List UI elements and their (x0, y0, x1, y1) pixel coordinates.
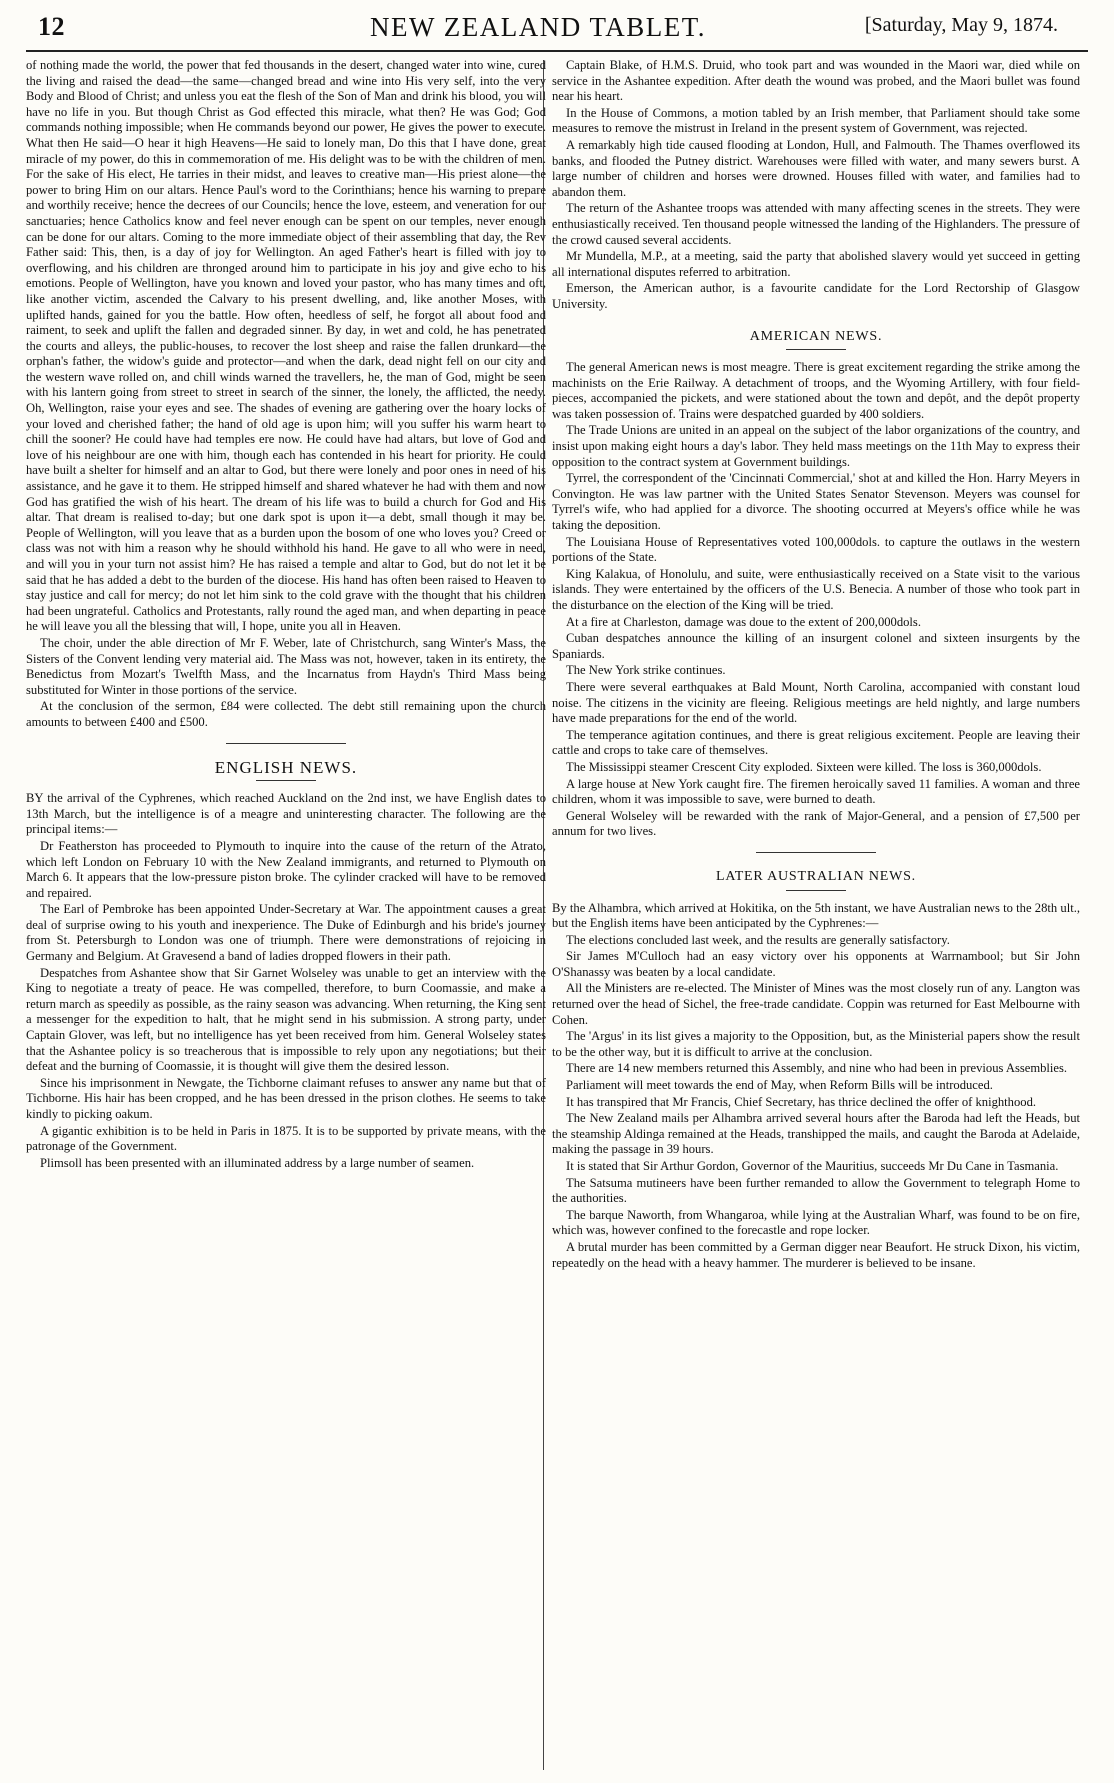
section-rule (226, 743, 346, 744)
article-paragraph: The barque Naworth, from Whangaroa, while lying at the Australian Wharf, was found to be on fire, which was, however confined to the forecastle and rope locker. (552, 1207, 1080, 1238)
article-paragraph: Since his imprisonment in Newgate, the Tichborne claimant refuses to answer any name but that of Tichborne. His hair has been cropped, and he has been dressed in the prison clothes. He seems to take kindly to picking oakum. (26, 1075, 546, 1121)
heading-rule (786, 349, 846, 350)
article-paragraph: The New York strike continues. (566, 663, 726, 678)
article-paragraph: A gigantic exhibition is to be held in Paris in 1875. It is to be supported by private means, with the patronage of the Government. (26, 1123, 546, 1154)
article-paragraph: King Kalakua, of Honolulu, and suite, were enthusiastically received on a State visit to the various islands. They were entertained by the officers of the U.S. Benecia. A number of those who took part in the disturbance on the election of the King will be tried. (552, 566, 1080, 612)
article-paragraph: By the Alhambra, which arrived at Hokitika, on the 5th instant, we have Australian news to the 28th ult., but the English items have been anticipated by the Cyphrenes:— (552, 900, 1080, 931)
article-paragraph: The elections concluded last week, and the results are generally satisfactory. (566, 932, 950, 947)
article-paragraph: The Mississippi steamer Crescent City exploded. Sixteen were killed. The loss is 360,000dols. (566, 759, 1042, 774)
article-paragraph: The Satsuma mutineers have been further remanded to allow the Government to telegraph Home to the authorities. (552, 1175, 1080, 1206)
article-paragraph: Tyrrel, the correspondent of the 'Cincinnati Commercial,' shot at and killed the Hon. Harry Meyers in Convington. He was law partner with the United States Senator Stevenson. Meyers was counsel for Tyrrel's wife, who had applied for a divorce. The shooting occurred at Meyers's office while he was taking the deposition. (552, 471, 1080, 533)
heading-rule (256, 780, 316, 781)
article-paragraph: The Trade Unions are united in an appeal on the subject of the labor organizations of the country, and insist upon making eight hours a day's labor. They held mass meetings on the 11th May to express their opposition to the contract system at Government buildings. (552, 423, 1080, 469)
american-news-body (552, 360, 1080, 840)
article-paragraph: The return of the Ashantee troops was attended with many affecting scenes in the streets. They were enthusiastically received. Ten thousand people witnessed the landing of the Highlanders. The pressure of the crowd caused several accidents. (552, 201, 1080, 247)
article-paragraph: The general American news is most meagre. There is great excitement regarding the strike among the machinists on the Erie Railway. A detachment of troops, and the Wyoming Artillery, with four field-pieces, accompanied the pickets, and were stationed about the town and depôt, and the depôt property was taken possession of. Trains were despatched guarded by 400 soldiers. (552, 360, 1080, 421)
article-paragraph: Emerson, the American author, is a favourite candidate for the Lord Rectorship of Glasgow University. (552, 281, 1080, 311)
article-paragraph: Despatches from Ashantee show that Sir Garnet Wolseley was unable to get an interview with the King to negotiate a treaty of peace. He was compelled, therefore, to burn Coomassie, and make a return march as speedily as possible, as the rainy season was advancing. When returning, the King sent a messenger for the expedition to halt, that he might send in his submission. A strong party, under Captain Glover, was left, but no intelligence has yet been received from him. General Wolseley states that the Ashantee policy is so treacherous that is impossible to rely upon any negotiations; but their defeat and the burning of Coomassie, it is thought will give them the desired lesson. (26, 965, 546, 1074)
australian-news-body (552, 901, 1080, 1272)
article-paragraph: It is stated that Sir Arthur Gordon, Governor of the Mauritius, succeeds Mr Du Cane in Tasmania. (566, 1159, 1059, 1173)
article-paragraph: Plimsoll has been presented with an illuminated address by a large number of seamen. (40, 1155, 475, 1170)
article-paragraph: At the conclusion of the sermon, £84 were collected. The debt still remaining upon the church amounts to between £400 and £500. (26, 699, 546, 729)
english-news-header (26, 757, 546, 782)
article-paragraph: Cuban despatches announce the killing of an insurgent colonel and sixteen insurgents by the Spaniards. (552, 631, 1080, 661)
section-heading-australian-news: LATER AUSTRALIAN NEWS. (716, 868, 916, 884)
section-heading-american-news: AMERICAN NEWS. (749, 328, 883, 344)
right-column (552, 58, 1080, 1272)
australian-news-header (552, 869, 1080, 891)
section-rule (756, 852, 876, 853)
section-heading-english-news: ENGLISH NEWS. (214, 757, 358, 777)
masthead-rule (26, 50, 1088, 52)
left-column (26, 58, 546, 1172)
page-number: 12 (38, 12, 65, 41)
article-paragraph: The Louisiana House of Representatives voted 100,000dols. to capture the outlaws in the western portions of the State. (552, 534, 1080, 565)
article-paragraph: of nothing made the world, the power that fed thousands in the desert, changed water into wine, cured the living and raised the dead—the same—changed bread and wine into His very self, into the very Body and Blood of Christ; and unless you eat the flesh of the Son of Man and drink his blood, you will have no life in you. But though Christ as God effected this miracle, what then? He was God; God commands nothing impossible; when He commands beyond our power, He gives the power to execute. What then He said—O hear it high Heavens—He said to lonely man, Do this that I have done, great miracle of my power, do this in commemoration of me. His delight was to be with the children of men. For the sake of His elect, He tarries in their midst, and leaves to creative man—His priest alone—the power to bring Him on our altars. Hence Paul's word to the Corinthians; hence his warning to prepare and worthily receive; hence the decrees of our Councils; hence the love, esteem, and veneration for our sanctuaries; hence Catholics know and feel never enough can be spent on our temples, never enough can be done for our altars. Coming to the more immediate object of their assembling that day, the Rev Father said: This, then, is a day of joy for Wellington. An aged Father's heart is filled with joy to overflowing, and his children are thronged around him to participate in his joy and give echo to his emotions. People of Wellington, have you known and loved your pastor, who has many times and oft, like another victim, ascended the Calvary to his present dwelling, and, like another Moses, with uplifted hands, gained for you the battle. How often, heedless of self, he forgot all about food and raiment, to seek and uplift the fallen and degraded sinner. By day, in wet and cold, he has penetrated the courts and alleys, the public-houses, to recover the lost sheep and raise the fallen drunkard—the orphan's father, the widow's guide and protector—and when the dark, dead night fell on our city and the western wave rolled on, and chill winds warned the travellers, he, the man of God, might be seen with his lantern going from street to street in search of the sinner, the lonely, the afflicted, the needy. Oh, Wellington, raise your eyes and see. The shades of evening are gathering over the hoary locks of your loved and cherished father; the hand of old age is upon him; will you suffer his warm heart to chill the sooner? He could have had temples ere now. He could have had altars, but love of God and love of his neighbour are one with him, though each has contended in his heart for priority. He could have built a shelter for himself and an altar to God, but there were lonely and poor ones in need of his assistance, and he gave it to them. He stripped himself and shared whatever he had with them and now God has gratified the wish of his heart. The dream of his life was to build a church for God and His altar. That dream is realised to-day; but one dark spot is upon it—a debt, small though it may be. People of Wellington, will you leave that as a burden upon the bosom of one who loves you? Creed or class was not with him a reason why he should withhold his hand. He gave to all who were in need, and will you in your turn not assist him? He has raised a temple and altar to God, but do not let it be said that he has added a debt to the burden of the diocese. His hand has often been raised to Heaven to stay justice and call for mercy; do not let him sink to the cold grave with the thought that his children had been ungrateful. Catholics and Protestants, rally round the aged man, and when departing in peace he will leave you all the blessing that will, I hope, unite you all in Heaven. (26, 58, 546, 634)
article-paragraph: A brutal murder has been committed by a German digger near Beaufort. He struck Dixon, his victim, repeatedly on the head with a heavy hammer. The murderer is believed to be insane. (552, 1239, 1080, 1270)
american-news-header (552, 329, 1080, 351)
article-paragraph: Dr Featherston has proceeded to Plymouth to inquire into the cause of the return of the Atrato, which left London on February 10 with the New Zealand immigrants, and returned to Plymouth on March 6. It appears that the low-pressure piston broke. The cylinder cracked will have to be removed and repaired. (26, 838, 546, 900)
article-paragraph: The Earl of Pembroke has been appointed Under-Secretary at War. The appointment causes a great deal of surprise owing to his youth and inexperience. The Duke of Edinburgh and his bride's journey from St. Petersburgh to London was one of triumph. There were demonstrations of rejoicing in Germany and Belgium. At Gravesend a band of ladies dropped flowers in their path. (26, 902, 546, 964)
issue-date: [Saturday, May 9, 1874. (864, 14, 1058, 36)
english-news-body (26, 791, 546, 1171)
article-paragraph: In the House of Commons, a motion tabled by an Irish member, that Parliament should take some measures to remove the mistrust in Ireland in the present system of Government, was rejected. (552, 105, 1080, 136)
sermon-continuation (26, 58, 546, 731)
article-paragraph: Mr Mundella, M.P., at a meeting, said the party that abolished slavery would yet succeed in getting all international disputes referred to arbitration. (552, 249, 1080, 279)
article-paragraph: Sir James M'Culloch had an easy victory over his opponents at Warrnambool; but Sir John O'Shanassy was beaten by a local candidate. (552, 949, 1080, 979)
article-paragraph: Captain Blake, of H.M.S. Druid, who took part and was wounded in the Maori war, died while on service in the Ashantee expedition. After death the wound was probed, and the Maori bullet was found near his heart. (552, 58, 1080, 104)
heading-rule (786, 890, 846, 891)
article-paragraph: General Wolseley will be rewarded with the rank of Major-General, and a pension of £7,500 per annum for two lives. (552, 808, 1080, 839)
article-paragraph: BY the arrival of the Cyphrenes, which reached Auckland on the 2nd inst, we have English dates to 13th March, but the intelligence is of a meagre and uninteresting character. The following are the principal items:— (26, 791, 546, 837)
article-paragraph: There are 14 new members returned this Assembly, and nine who had been in previous Assemblies. (566, 1061, 1068, 1076)
article-paragraph: All the Ministers are re-elected. The Minister of Mines was the most closely run of any. Langton was returned over the head of Sichel, the free-trade candidate. Coppin was returned for East Melbourne with Cohen. (552, 981, 1080, 1027)
article-paragraph: The temperance agitation continues, and there is great religious excitement. People are leaving their cattle and crops to take care of themselves. (552, 727, 1080, 758)
article-paragraph: A remarkably high tide caused flooding at London, Hull, and Falmouth. The Thames overflowed its banks, and flooded the Putney district. Warehouses were filled with water, and many sewers burst. A large number of children and horses were drowned. Houses filled with water, and families had to abandon them. (552, 137, 1080, 199)
article-paragraph: The 'Argus' in its list gives a majority to the Opposition, but, as the Ministerial papers show the result to be the other way, but it is difficult to arrive at the conclusion. (552, 1029, 1080, 1059)
masthead (0, 0, 1114, 50)
newspaper-title: NEW ZEALAND TABLET. (370, 12, 707, 42)
article-paragraph: A large house at New York caught fire. The firemen heroically saved 11 families. A woman and three children, whom it was impossible to save, were burned to death. (552, 776, 1080, 807)
article-paragraph: Parliament will meet towards the end of May, when Reform Bills will be introduced. (566, 1078, 993, 1093)
article-paragraph: The New Zealand mails per Alhambra arrived several hours after the Baroda had left the Heads, but the steamship Aldinga remained at the Heads, transhipped the mails, and caught the Baroda at Adelaide, making the passage in 39 hours. (552, 1111, 1080, 1157)
article-paragraph: At a fire at Charleston, damage was doue to the extent of 200,000dols. (566, 614, 921, 629)
english-news-continued (552, 58, 1080, 313)
article-paragraph: The choir, under the able direction of Mr F. Weber, late of Christchurch, sang Winter's Mass, the Sisters of the Convent lending very material aid. The Mass was not, however, taken in its entirety, the Benedictus from Mozart's Twelfth Mass, and the Incarnatus from Haydn's Third Mass being substituted for Winter in those portions of the service. (26, 635, 546, 697)
article-paragraph: There were several earthquakes at Bald Mount, North Carolina, accompanied with constant loud noise. The citizens in the vicinity are fleeing. Religious meetings are held nightly, and large numbers have made preparations for the end of the world. (552, 679, 1080, 726)
article-paragraph: It has transpired that Mr Francis, Chief Secretary, has thrice declined the offer of knighthood. (566, 1094, 1037, 1109)
